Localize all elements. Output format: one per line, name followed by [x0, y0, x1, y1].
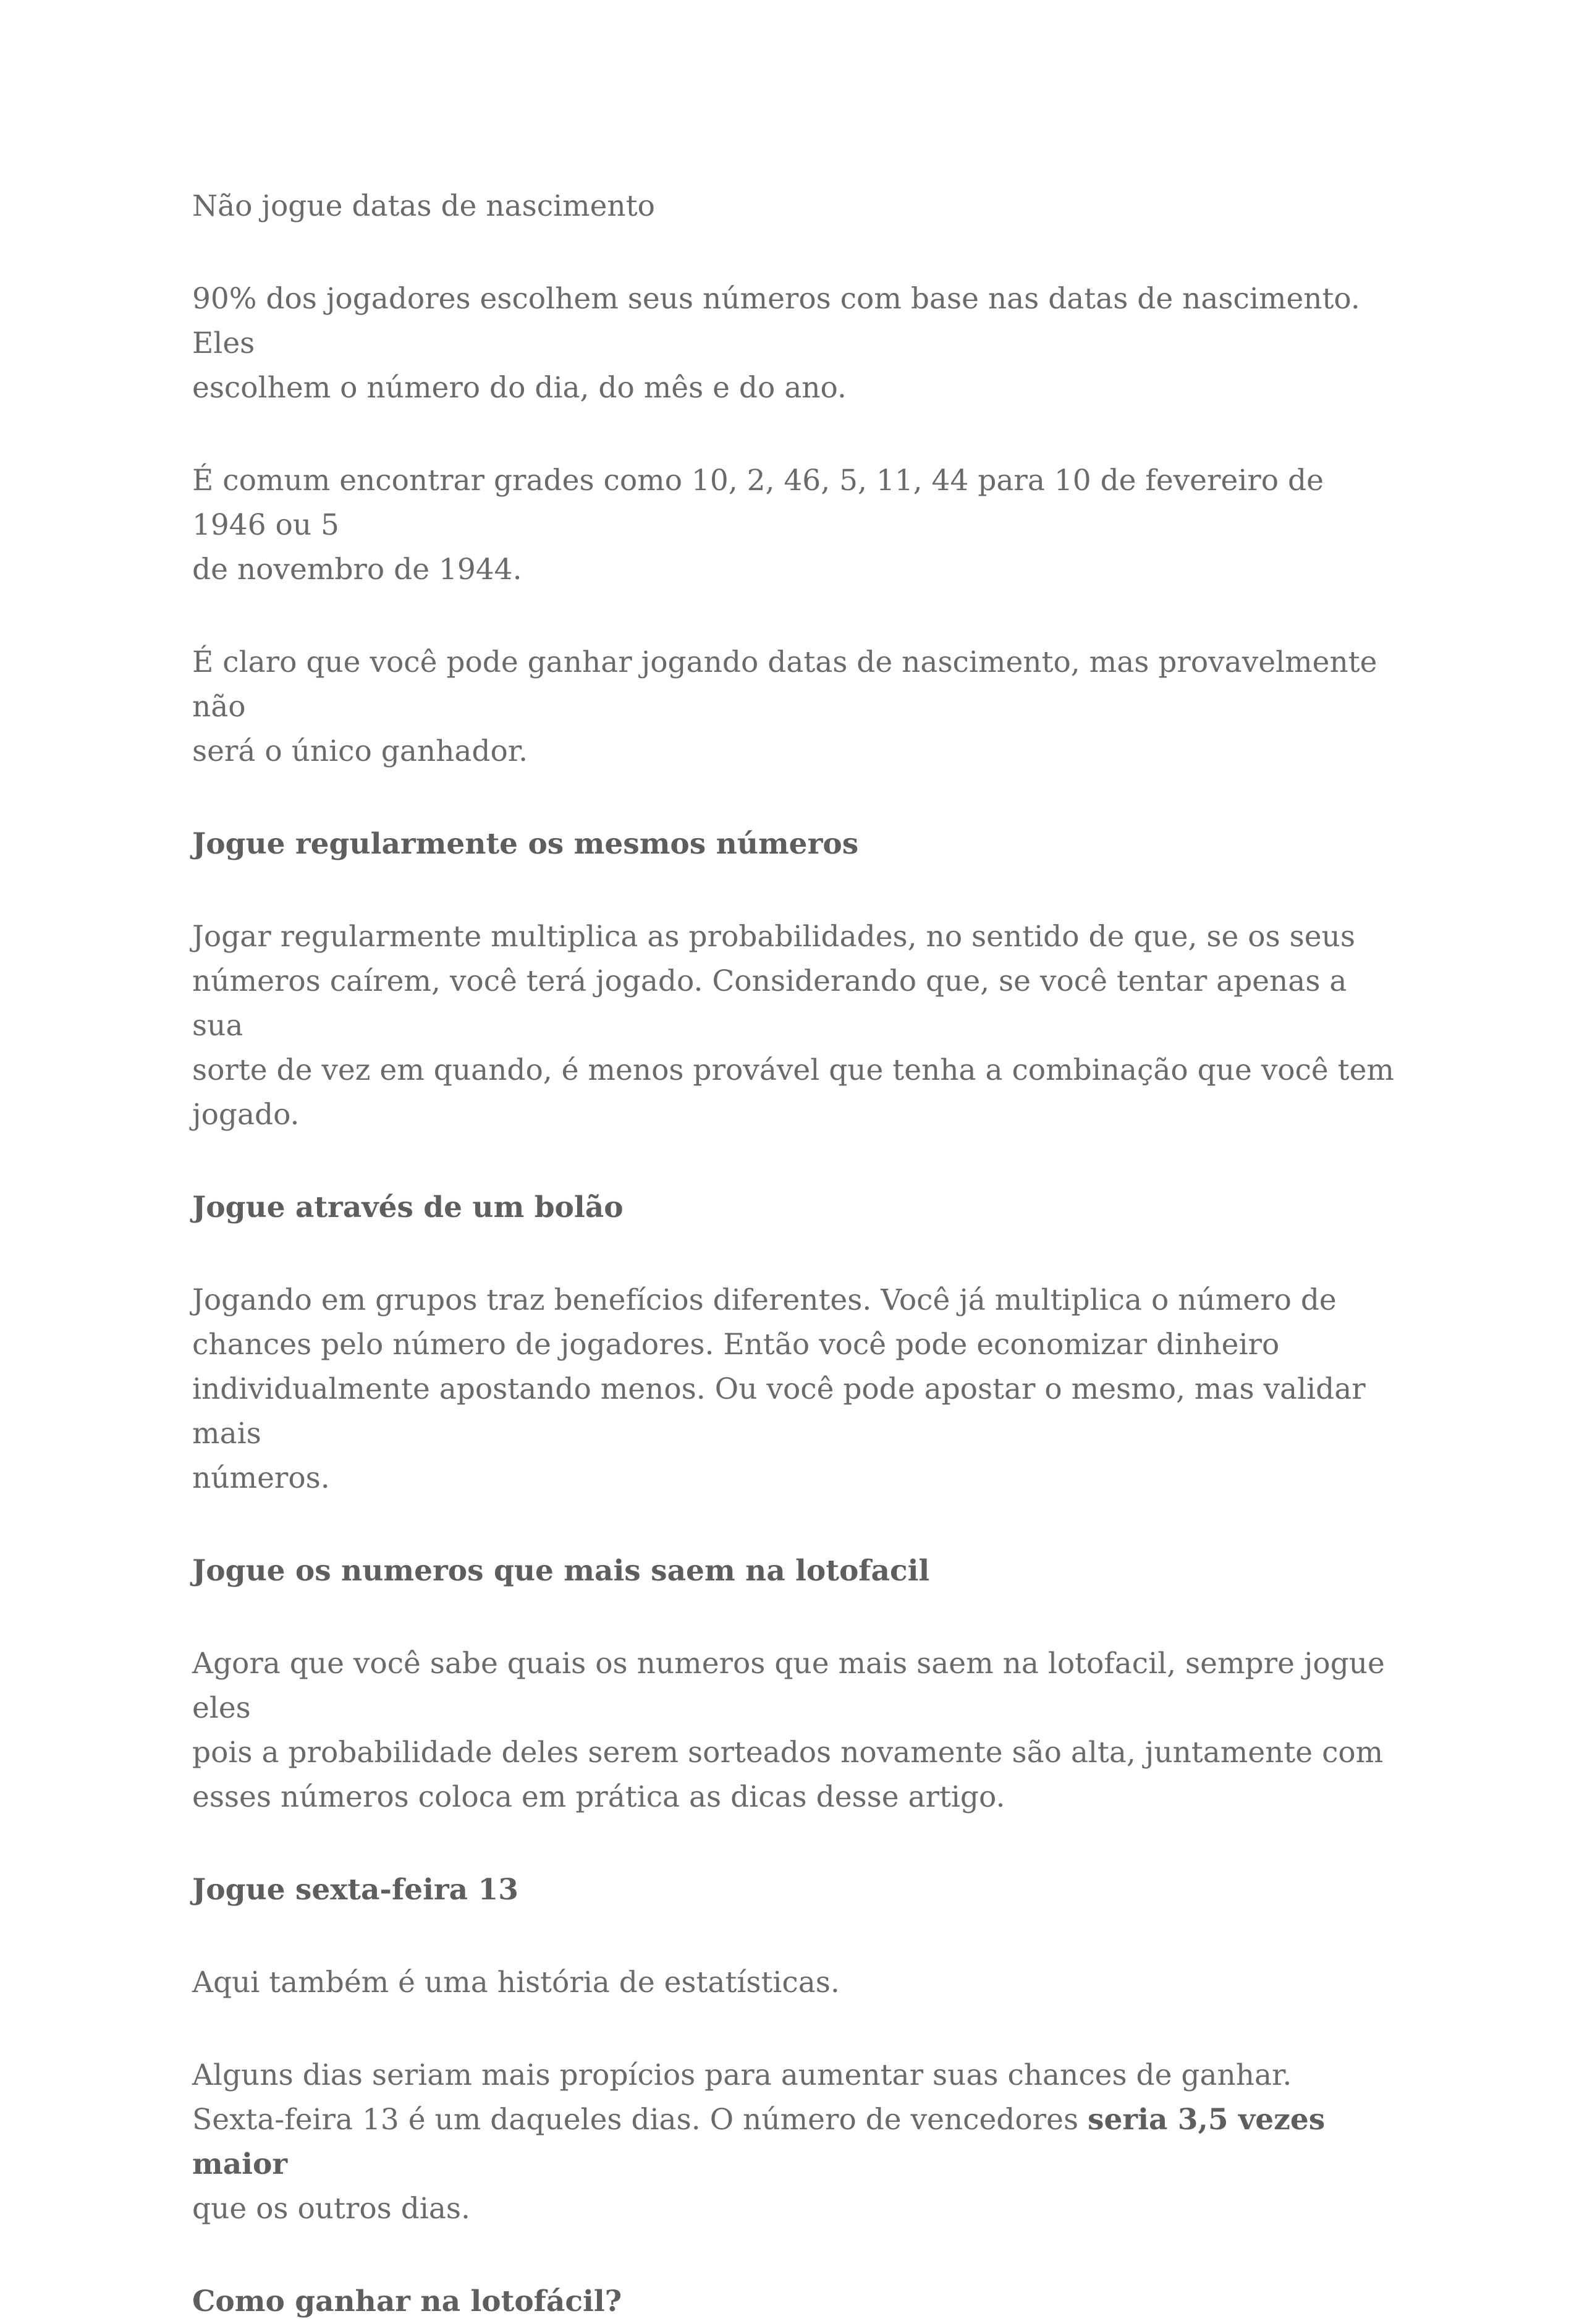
document-page [192, 184, 1403, 2324]
paragraph-bolao: Jogando em grupos traz benefícios diferentes. Você já multiplica o número de chances pelo número de jogadores. Então você pode economizar dinheiro individualmente apostando menos. Ou você pode apostar o mesmo, mas validar mais números. [192, 1283, 1366, 1495]
paragraph-birthdates-stats: 90% dos jogadores escolhem seus números com base nas datas de nascimento. Eles escolhem o número do dia, do mês e do ano. [192, 282, 1360, 405]
paragraph-same-numbers: Jogar regularmente multiplica as probabilidades, no sentido de que, se os seus números caírem, você terá jogado. Considerando que, se você tentar apenas a sua sorte de vez em quando, é menos provável que tenha a combinação que você tem jogado. [192, 920, 1394, 1132]
heading-same-numbers: Jogue regularmente os mesmos números [192, 827, 859, 861]
heading-friday-13: Jogue sexta-feira 13 [192, 1873, 518, 1907]
paragraph-friday-13 [192, 2053, 1403, 2231]
friday-13-line-2: Sexta-feira 13 é um daqueles dias. O número de vencedores [192, 2103, 1088, 2137]
heading-bolao: Jogue através de um bolão [192, 1190, 624, 1224]
friday-13-line-1: Alguns dias seriam mais propícios para aumentar suas chances de ganhar. [192, 2058, 1292, 2092]
paragraph-frequent-numbers: Agora que você sabe quais os numeros que mais saem na lotofacil, sempre jogue eles pois a probabilidade deles serem sorteados novamente são alta, juntamente com esses números coloca em prática as dicas desse artigo. [192, 1647, 1385, 1814]
heading-frequent-numbers: Jogue os numeros que mais saem na lotofacil [192, 1554, 930, 1588]
paragraph-birthdates-conclusion: É claro que você pode ganhar jogando datas de nascimento, mas provavelmente não será o único ganhador. [192, 645, 1377, 768]
paragraph-statistics: Aqui também é uma história de estatísticas. [192, 1966, 840, 2000]
paragraph-birthdates-example: É comum encontrar grades como 10, 2, 46, 5, 11, 44 para 10 de fevereiro de 1946 ou 5 de novembro de 1944. [192, 464, 1324, 587]
paragraph-birthdates-intro: Não jogue datas de nascimento [192, 189, 655, 223]
friday-13-emphasis: seria 3,5 vezes maior [192, 2103, 1326, 2181]
heading-how-to-win: Como ganhar na lotofácil? [192, 2284, 622, 2318]
friday-13-line-3: que os outros dias. [192, 2192, 470, 2226]
